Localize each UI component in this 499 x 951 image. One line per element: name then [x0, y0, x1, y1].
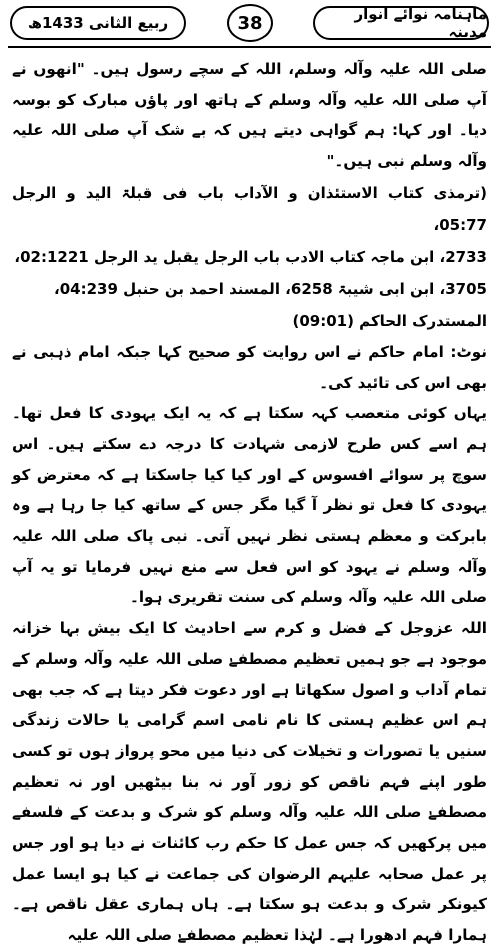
reference-line-2: 2733، ابن ماجہ کتاب الادب باب الرجل یقبل ید الرجل 02:1221، [14, 247, 487, 266]
reference-line-1: (ترمذی کتاب الاستئذان و الآداب باب فی قبلۃ الید و الرجل 05:77، [12, 183, 487, 234]
note-paragraph: نوٹ: امام حاکم نے اس روایت کو صحیح کہا جبکہ امام ذہبی نے بھی اس کی تائید کی۔ [12, 342, 487, 392]
paragraph-1: صلی اللہ علیہ وآلہ وسلم، اللہ کے سچے رسول ہیں۔ "انھوں نے آپ صلی اللہ علیہ وآلہ وسلم کے ہاتھ اور پاؤں مبارک کو بوسہ دیا۔ اور کہا: ہم گواہی دیتے ہیں کہ بے شک آپ صلی اللہ علیہ وآلہ وسلم نبی ہیں۔" [12, 60, 487, 171]
article-body [12, 54, 487, 951]
reference-line-3: 3705، ابن ابی شیبۃ 6258، المسند احمد بن حنبل 04:239، [54, 279, 487, 298]
page-header [6, 4, 493, 44]
page-number: 38 [227, 4, 273, 42]
issue-date: ربیع الثانی 1433ھ [10, 6, 186, 40]
paragraph-2: یہاں کوئی متعصب کہہ سکتا ہے کہ یہ ایک یہودی کا فعل تھا۔ ہم اسے کس طرح لازمی شہادت کا درجہ دے سکتے ہیں۔ اس سوچ پر سوائے افسوس کے اور کیا کیا جاسکتا ہے کہ معترض کو یہودی کا فعل تو نظر آ گیا مگر جس کے ساتھ کیا جا رہا ہے وہ بابرکت و معظم ہستی نظر نہیں آتی۔ نبی پاک صلی اللہ علیہ وآلہ وسلم نے یہود کو اس فعل سے منع نہیں فرمایا تو یہ آپ صلی اللہ علیہ وآلہ وسلم کی سنت تقریری ہوا۔ [12, 404, 487, 607]
reference-line-4: المستدرک الحاکم (09:01) [292, 311, 487, 330]
header-divider [8, 46, 491, 48]
paragraph-3: اللہ عزوجل کے فضل و کرم سے احادیث کا ایک بیش بہا خزانہ موجود ہے جو ہمیں تعظیم مصطفےٰ صلی اللہ علیہ وآلہ وسلم کے تمام آداب و اصول سکھاتا ہے اور دعوت فکر دیتا ہے کہ جب بھی ہم اس عظیم ہستی کا نام نامی اسم گرامی یا حالات زندگی سنیں یا تصورات و تخیلات کی دنیا میں محو پرواز ہوں تو کسی طور اپنے فہم ناقص کو زور آور نہ بنا بیٹھیں اور نہ تعظیم مصطفےٰ صلی اللہ علیہ وآلہ وسلم کو شرک و بدعت کے فلسفے میں پرکھیں کہ جس عمل کا حکم رب کائنات نے دیا ہو اور جس پر عمل صحابہ علیہم الرضوان کی جماعت نے کیا ہو ایسا عمل کیونکر شرک و بدعت ہو سکتا ہے۔ ہاں ہماری عقل ناقص ہے۔ ہمارا فہم ادھورا ہے۔ لہٰذا تعظیم مصطفےٰ صلی اللہ علیہ [12, 619, 487, 945]
magazine-title: ماہنامہ نوائے انوار مدینہ [313, 6, 489, 40]
